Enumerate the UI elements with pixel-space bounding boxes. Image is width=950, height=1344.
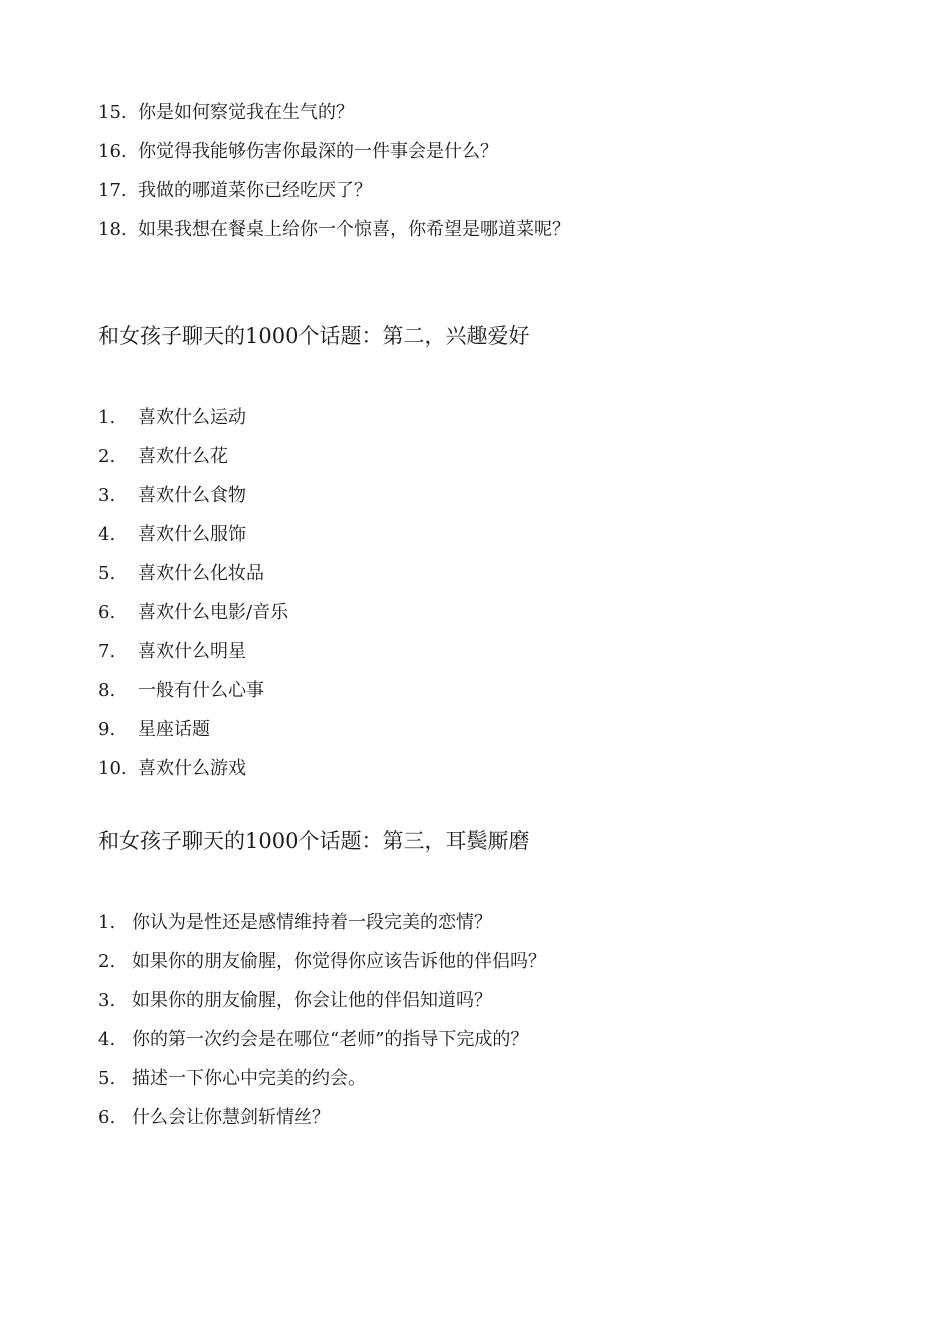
list-item xyxy=(98,437,288,476)
list-item xyxy=(98,1020,546,1059)
item-number: 6. xyxy=(98,602,116,623)
list-item xyxy=(98,942,546,981)
item-number: 7. xyxy=(98,641,116,662)
list-item xyxy=(98,398,288,437)
item-text: 你是如何察觉我在生气的？ xyxy=(138,102,354,123)
item-text: 星座话题 xyxy=(138,719,210,740)
item-text: 喜欢什么运动 xyxy=(138,407,246,428)
item-number: 10. xyxy=(98,758,127,779)
list-item xyxy=(98,632,288,671)
list-item xyxy=(98,593,288,632)
list-item xyxy=(98,515,288,554)
section-heading-intimacy: 和女孩子聊天的1000个话题：第三，耳鬓厮磨 xyxy=(98,829,530,853)
item-text: 喜欢什么服饰 xyxy=(138,524,246,545)
item-text: 如果你的朋友偷腥，你会让他的伴侣知道吗？ xyxy=(132,990,492,1011)
item-text: 你觉得我能够伤害你最深的一件事会是什么？ xyxy=(138,141,498,162)
item-number: 16. xyxy=(98,141,127,162)
question-list-section-3 xyxy=(98,903,546,1137)
item-number: 5. xyxy=(98,1068,116,1089)
item-text: 喜欢什么化妆品 xyxy=(138,563,264,584)
list-item xyxy=(98,210,570,249)
list-item xyxy=(98,1098,546,1137)
item-number: 4. xyxy=(98,1029,116,1050)
item-number: 18. xyxy=(98,219,127,240)
item-text: 喜欢什么明星 xyxy=(138,641,246,662)
item-number: 6. xyxy=(98,1107,116,1128)
question-list-section-2 xyxy=(98,398,288,788)
list-item xyxy=(98,476,288,515)
item-number: 3. xyxy=(98,485,116,506)
item-text: 你认为是性还是感情维持着一段完美的恋情？ xyxy=(132,912,492,933)
item-number: 2. xyxy=(98,446,116,467)
list-item xyxy=(98,671,288,710)
item-text: 什么会让你慧剑斩情丝？ xyxy=(132,1107,330,1128)
list-item xyxy=(98,171,570,210)
list-item xyxy=(98,554,288,593)
item-number: 4. xyxy=(98,524,116,545)
item-text: 描述一下你心中完美的约会。 xyxy=(132,1068,366,1089)
list-item xyxy=(98,1059,546,1098)
item-number: 8. xyxy=(98,680,116,701)
item-text: 一般有什么心事 xyxy=(138,680,264,701)
item-text: 喜欢什么电影/音乐 xyxy=(138,602,289,623)
item-text: 喜欢什么花 xyxy=(138,446,228,467)
section-heading-hobbies: 和女孩子聊天的1000个话题：第二，兴趣爱好 xyxy=(98,324,530,348)
item-text: 你的第一次约会是在哪位“老师”的指导下完成的？ xyxy=(132,1029,529,1050)
list-item xyxy=(98,749,288,788)
item-text: 我做的哪道菜你已经吃厌了？ xyxy=(138,180,372,201)
list-item xyxy=(98,93,570,132)
item-number: 1. xyxy=(98,407,116,428)
item-number: 9. xyxy=(98,719,116,740)
item-text: 如果我想在餐桌上给你一个惊喜，你希望是哪道菜呢？ xyxy=(138,219,570,240)
item-number: 15. xyxy=(98,102,127,123)
item-number: 2. xyxy=(98,951,116,972)
question-list-section-1 xyxy=(98,93,570,249)
list-item xyxy=(98,132,570,171)
list-item xyxy=(98,903,546,942)
list-item xyxy=(98,710,288,749)
item-number: 5. xyxy=(98,563,116,584)
item-text: 如果你的朋友偷腥，你觉得你应该告诉他的伴侣吗？ xyxy=(132,951,546,972)
item-text: 喜欢什么游戏 xyxy=(138,758,246,779)
item-number: 1. xyxy=(98,912,116,933)
item-number: 17. xyxy=(98,180,127,201)
item-number: 3. xyxy=(98,990,116,1011)
list-item xyxy=(98,981,546,1020)
item-text: 喜欢什么食物 xyxy=(138,485,246,506)
